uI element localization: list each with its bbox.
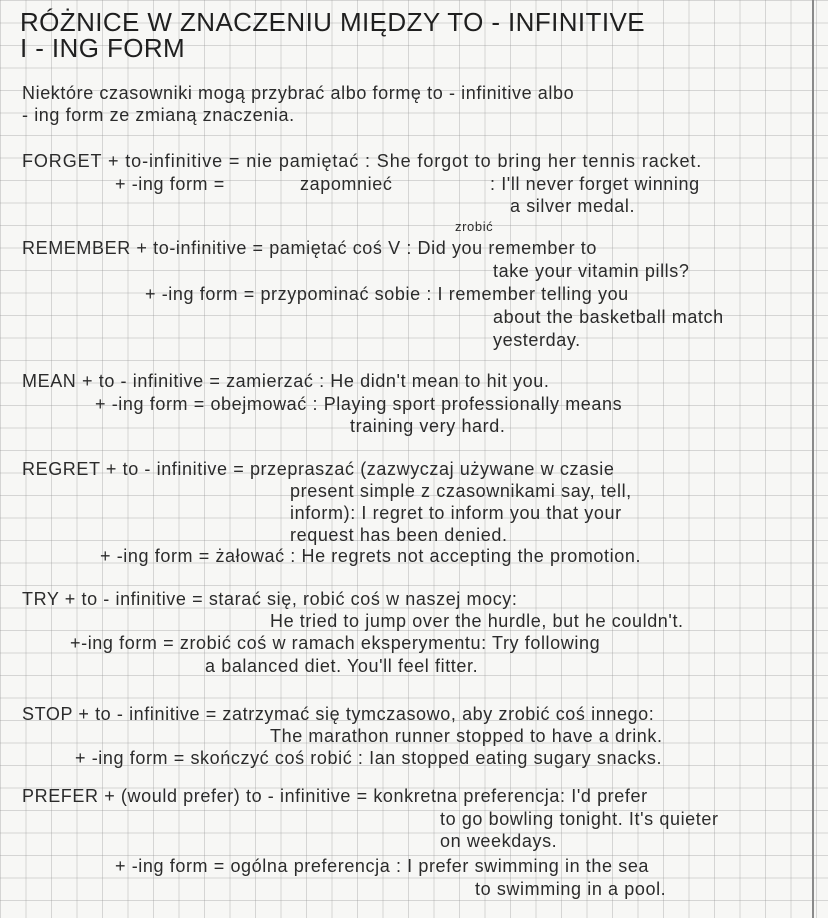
try-to-infinitive: TRY + to - infinitive = starać się, robić coś w naszej mocy:	[22, 589, 518, 609]
regret-ing-form: + -ing form = żałować : He regrets not accepting the promotion.	[100, 546, 642, 566]
remember-ing-form: + -ing form = przypominać sobie : I remember telling you	[145, 284, 629, 304]
remember-to-infinitive-cont: take your vitamin pills?	[493, 261, 690, 281]
forget-ing-example-cont: a silver medal.	[510, 196, 636, 216]
remember-note: zrobić	[455, 219, 494, 234]
notebook-margin-line	[812, 0, 814, 918]
forget-ing-example: : I'll never forget winning	[490, 174, 700, 194]
regret-to-infinitive-cont: inform): I regret to inform you that your	[290, 503, 622, 523]
intro-line: - ing form ze zmianą znaczenia.	[22, 105, 295, 125]
forget-ing-meaning: zapomnieć	[300, 174, 393, 194]
stop-to-infinitive-cont: The marathon runner stopped to have a drink.	[270, 726, 663, 746]
prefer-ing-form: + -ing form = ogólna preferencja : I prefer swimming in the sea	[115, 856, 650, 876]
stop-ing-form: + -ing form = skończyć coś robić : Ian stopped eating sugary snacks.	[75, 748, 663, 768]
try-ing-form: +-ing form = zrobić coś w ramach eksperymentu: Try following	[70, 633, 601, 653]
page-title-line2: I - ING FORM	[20, 33, 186, 63]
regret-to-infinitive: REGRET + to - infinitive = przepraszać (zazwyczaj używane w czasie	[22, 459, 615, 479]
stop-to-infinitive: STOP + to - infinitive = zatrzymać się tymczasowo, aby zrobić coś innego:	[22, 704, 655, 724]
regret-to-infinitive-cont: request has been denied.	[290, 525, 508, 545]
prefer-to-infinitive-cont: to go bowling tonight. It's quieter	[440, 809, 719, 829]
try-ing-cont: a balanced diet. You'll feel fitter.	[205, 656, 479, 676]
mean-ing-form: + -ing form = obejmować : Playing sport professionally means	[95, 394, 623, 414]
try-to-infinitive-cont: He tried to jump over the hurdle, but he couldn't.	[270, 611, 684, 631]
regret-to-infinitive-cont: present simple z czasownikami say, tell,	[290, 481, 632, 501]
prefer-to-infinitive-cont: on weekdays.	[440, 831, 558, 851]
remember-ing-cont: about the basketball match	[493, 307, 724, 327]
forget-to-infinitive: FORGET + to-infinitive = nie pamiętać : She forgot to bring her tennis racket.	[22, 151, 703, 171]
mean-to-infinitive: MEAN + to - infinitive = zamierzać : He didn't mean to hit you.	[22, 371, 550, 391]
page-title-line1: RÓŻNICE W ZNACZENIU MIĘDZY TO - INFINITIVE	[20, 7, 645, 37]
forget-ing-label: + -ing form =	[115, 174, 225, 194]
remember-to-infinitive: REMEMBER + to-infinitive = pamiętać coś V : Did you remember to	[22, 238, 597, 258]
prefer-to-infinitive: PREFER + (would prefer) to - infinitive = konkretna preferencja: I'd prefer	[22, 786, 648, 806]
mean-ing-cont: training very hard.	[350, 416, 506, 436]
prefer-ing-cont: to swimming in a pool.	[475, 879, 667, 899]
remember-ing-cont: yesterday.	[493, 330, 581, 350]
intro-line: Niektóre czasowniki mogą przybrać albo formę to - infinitive albo	[22, 83, 575, 103]
